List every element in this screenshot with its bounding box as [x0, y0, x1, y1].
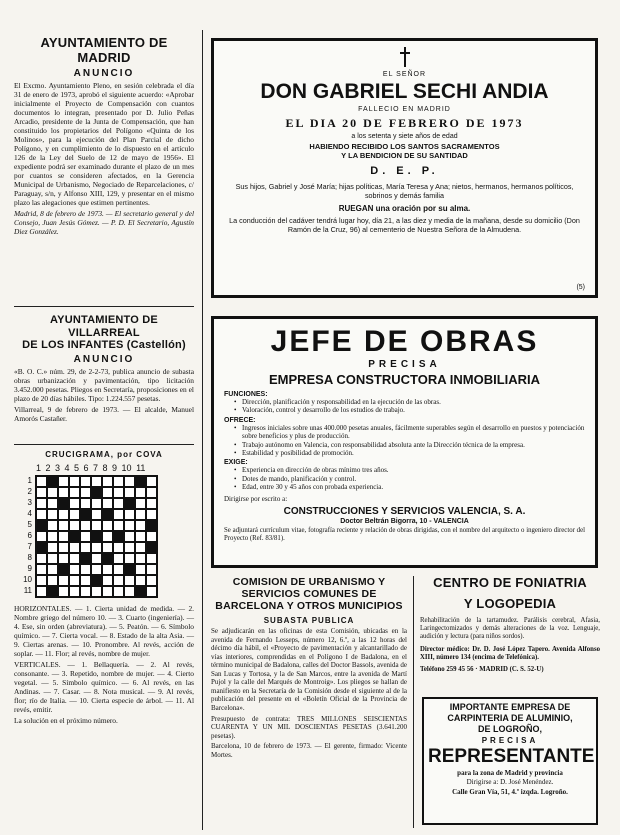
crossword-row-numbers [18, 475, 35, 598]
villarreal-subtitle: ANUNCIO [73, 353, 135, 365]
crossword-cell[interactable] [135, 520, 146, 531]
column-divider [413, 576, 414, 828]
carpinteria-address: Calle Gran Vía, 51, 4.º izqda. Logroño. [452, 788, 568, 797]
obit-age: a los setenta y siete años de edad [351, 133, 458, 140]
crossword-cell[interactable] [135, 575, 146, 586]
villarreal-signature: Villarreal, 9 de febrero de 1973. — El alcalde, Manuel Amorós Castañer. [14, 405, 194, 424]
crossword-cell [135, 476, 146, 487]
jefe-funciones-label: FUNCIONES: [224, 391, 268, 398]
crossword-cell[interactable] [69, 586, 80, 597]
crossword-cell [102, 553, 113, 564]
list-item: • Experiencia en dirección de obras mínimo tres años. [242, 466, 585, 474]
obit-rip: D. E. P. [370, 165, 439, 177]
crossword-cell [80, 553, 91, 564]
crossword-cell[interactable] [80, 531, 91, 542]
crossword-cell[interactable] [113, 553, 124, 564]
crossword-cell[interactable] [47, 531, 58, 542]
list-item: • Ingresos iniciales sobre unas 400.000 pesetas anuales, fácilmente superables según el desarrollo en puestos y potenciación sobre beneficios y plus de producción. [242, 424, 585, 441]
obit-sacraments-2: Y LA BENDICION DE SU SANTIDAD [341, 151, 468, 160]
crossword-cell[interactable] [36, 498, 47, 509]
crossword-cell[interactable] [102, 586, 113, 597]
crossword-cell[interactable] [91, 564, 102, 575]
crossword-cell[interactable] [146, 553, 157, 564]
obit-date: EL DIA 20 DE FEBRERO DE 1973 [285, 116, 524, 130]
crossword-cell[interactable] [135, 542, 146, 553]
crossword-col-numbers: 1 2 3 4 5 6 7 8 9 10 11 [36, 463, 146, 473]
column-divider [202, 30, 203, 830]
villarreal-body: «B. O. C.» núm. 29, de 2-2-73, publica anuncio de subasta obras urbanización y pavimentación, tipo licitación 3.452.000 pesetas. Pliegos en Secretaría, proposiciones en el plazo de 20 días hábiles. Tipo: 1.224.557 pesetas. [14, 366, 194, 404]
carpinteria-precisa: PRECISA [481, 736, 539, 746]
crossword-cell[interactable] [47, 509, 58, 520]
crossword-cell [80, 509, 91, 520]
jefe-dirigirse: Dirigirse por escrito a: [224, 494, 288, 503]
crossword-cell[interactable] [80, 520, 91, 531]
crossword-cell [36, 520, 47, 531]
crossword-cell[interactable] [135, 487, 146, 498]
crossword-cell[interactable] [36, 476, 47, 487]
crossword-cell[interactable] [102, 531, 113, 542]
crossword-cell[interactable] [124, 509, 135, 520]
crossword-cell[interactable] [146, 476, 157, 487]
jefe-firm: CONSTRUCCIONES Y SERVICIOS VALENCIA, S. A. [283, 505, 526, 517]
crossword-cell[interactable] [135, 498, 146, 509]
jefe-address: Doctor Beltrán Bigorra, 10 - VALENCIA [340, 517, 469, 525]
crossword-cell [91, 575, 102, 586]
crossword-cell[interactable] [135, 531, 146, 542]
crossword-cell[interactable] [36, 564, 47, 575]
crossword-cell[interactable] [69, 476, 80, 487]
carpinteria-ad [422, 697, 598, 825]
list-item: • Dirección, planificación y responsabilidad en la ejecución de las obras. [242, 398, 585, 406]
crossword-cell [58, 498, 69, 509]
crossword-cell[interactable] [102, 498, 113, 509]
crossword-cell[interactable] [91, 509, 102, 520]
list-item: • Edad, entre 30 y 45 años con probada experiencia. [242, 483, 585, 491]
obit-name: DON GABRIEL SECHI ANDIA [260, 80, 549, 103]
foniatria-director: Director médico: Dr. D. José López Tapero. Avenida Alfonso XIII, número 134 (encima de Telefónica). [420, 645, 600, 661]
obit-conduction: La conducción del cadáver tendrá lugar hoy, día 21, a las diez y media de la mañana, desde su domicilio (Don Ramón de la Cruz, 96) al cementerio de Nuestra Señora de la Almudena. [229, 215, 580, 235]
comision-body: Se adjudicarán en las oficinas de esta Comisión, ubicadas en la avenida de Fernando Lesseps, número 12, 6.º, a las 12 horas del décimo día hábil, el «Proyecto de pavimentación y alcantarillado de vías interiores, comprendidas en el Polígono I de Badalona, en el término municipal de Badalona, calles del Doctor Bassols, avenida de San Lucas y Tortosa, y la de San Marcos, entre la avenida de Martí Pujol y la calle del Marqués de Montroig». Los pliegos se hallan de manifiesto en la Secretaría de la Comisión desde el siguiente al de la publicación del presente en el «Boletín Oficial de la Provincia de Barcelona». [211, 627, 407, 712]
crossword-row-number: 2 [27, 487, 32, 496]
crossword-solution-note: La solución en el próximo número. [14, 716, 118, 726]
divider [14, 444, 194, 445]
crossword-cell [69, 531, 80, 542]
crossword-cell[interactable] [69, 542, 80, 553]
jefe-funciones-list [224, 398, 585, 415]
crossword-row-number: 10 [23, 575, 32, 584]
crossword-cell[interactable] [58, 575, 69, 586]
crossword-cell [58, 564, 69, 575]
crossword-cell[interactable] [80, 487, 91, 498]
crossword-cell[interactable] [102, 542, 113, 553]
obit-family: Sus hijos, Gabriel y José María; hijas políticas, María Teresa y Ana; nietos, hermanos, hermanos políticos, sobrinos y demás familia [235, 182, 574, 201]
obit-sacraments-1: HABIENDO RECIBIDO LOS SANTOS SACRAMENTOS [309, 142, 500, 151]
list-item: • Valoración, control y desarrollo de los estudios de trabajo. [242, 406, 585, 414]
crossword-cell[interactable] [47, 520, 58, 531]
crossword-row-number: 9 [27, 564, 32, 573]
crossword-cell[interactable] [124, 586, 135, 597]
crossword-cell[interactable] [91, 542, 102, 553]
crossword-cell[interactable] [58, 520, 69, 531]
foniatria-title-2: Y LOGOPEDIA [463, 595, 557, 611]
comision-signature: Barcelona, 10 de febrero de 1973. — El gerente, firmado: Vicente Mortes. [211, 742, 407, 759]
crossword-cell[interactable] [69, 520, 80, 531]
crossword-row-number: 1 [27, 476, 32, 485]
crossword-cell[interactable] [58, 553, 69, 564]
madrid-notice [14, 36, 194, 236]
comision-subtitle: SUBASTA PUBLICA [263, 616, 355, 626]
crossword-row-number: 3 [27, 498, 32, 507]
jefe-exige-list [224, 466, 585, 491]
comision-budget: Presupuesto de contrata: TRES MILLONES SEISCIENTAS CUARENTA Y UN MIL DOSCIENTAS PESETAS (3.641.200 pesetas). [211, 714, 407, 740]
crossword-cell[interactable] [113, 575, 124, 586]
crossword-cell [102, 509, 113, 520]
crossword-cell[interactable] [146, 509, 157, 520]
crossword-row-number: 6 [27, 531, 32, 540]
crossword-horizontales: HORIZONTALES. — 1. Cierta unidad de medida. — 2. Nombre griego del número 10. — 3. Cuarto (ingeniería). — 4. Ese, sin orden (abreviatura). — 5. Peatón. — 6. Símbolo químico. — 7. Cierta vocal. — 8. Estado de la alta Asia. — 9. Ciertas arenas. — 10. Pronombre. Al revés, acción de soplar. — 11. Flor; al revés, nombre de mujer. [14, 604, 194, 659]
crossword-cell[interactable] [102, 564, 113, 575]
crossword-cell[interactable] [146, 575, 157, 586]
crossword-cell[interactable] [113, 542, 124, 553]
foniatria-ad [420, 576, 600, 675]
jefe-company: EMPRESA CONSTRUCTORA INMOBILIARIA [268, 372, 541, 387]
jefe-note: Se adjuntará currículum vitae, fotografía reciente y relación de obras dirigidas, con el nombre del arquitecto o ingeniero director del Proyecto (Ref. 83/81). [224, 526, 585, 542]
obit-label: EL SEÑOR [382, 71, 427, 78]
crossword-cell[interactable] [146, 586, 157, 597]
crossword-cell[interactable] [146, 498, 157, 509]
jefe-precisa: PRECISA [368, 359, 441, 370]
crossword-cell[interactable] [113, 586, 124, 597]
crossword-cell[interactable] [58, 586, 69, 597]
crossword-cell[interactable] [69, 487, 80, 498]
crossword-title: CRUCIGRAMA, por COVA [45, 450, 163, 459]
crossword-cell[interactable] [58, 476, 69, 487]
crossword-cell[interactable] [135, 553, 146, 564]
crossword-cell[interactable] [113, 520, 124, 531]
carpinteria-line-2: CARPINTERIA DE ALUMINIO, [447, 712, 573, 723]
crossword-cell[interactable] [58, 531, 69, 542]
crossword-cell[interactable] [113, 564, 124, 575]
crossword-cell[interactable] [124, 542, 135, 553]
obit-prayer: RUEGAN una oración por su alma. [338, 203, 471, 213]
crossword-cell[interactable] [80, 542, 91, 553]
crossword-cell[interactable] [91, 586, 102, 597]
crossword-grid[interactable] [35, 475, 158, 598]
carpinteria-big: REPRESENTANTE [428, 746, 595, 768]
crossword-cell[interactable] [113, 476, 124, 487]
crossword-row-number: 11 [23, 586, 32, 595]
crossword-cell [146, 520, 157, 531]
crossword-row-number: 4 [27, 509, 32, 518]
crossword-cell[interactable] [36, 531, 47, 542]
crossword-verticales: VERTICALES. — 1. Bellaquería. — 2. Al revés, consonante. — 3. Repetido, nombre de mujer. — 4. Cierto vegetal. — 5. Símbolo químico. — 6. Al revés, en las Andinas. — 7. Casar. — 8. Nota musical. — 9. Al revés, flor; río de Italia. — 10. Cierta especie de árbol. — 11. Al revés, emitir. [14, 660, 194, 715]
madrid-body: El Excmo. Ayuntamiento Pleno, en sesión celebrada el día 31 de enero de 1973, aprobó el siguiente acuerdo: «Aprobar inicialmente el Proyecto de Compensación con cuantos documentos lo integran, presentado por D. Julio Peñas Arcadio, presidente de la Junta de Compensación, que han constituido los propietarios del Polígono «Quinta de los Molinos», para la ejecución del Plan Parcial de dicho Polígono, y en cumplimiento de lo dispuesto en el artículo 126 de la Ley del Suelo de 12 de mayo de 1956». El expediente podrá ser examinado durante el plazo de un mes por cuantos se consideren afectados, en la Gerencia Municipal de Urbanismo, Negociado de Reparcelaciones, c/ Paraguay, s/n, y Alfonso XIII, 129, y presentar en el mismo plazo las alegaciones que estimen pertinentes. [14, 80, 194, 208]
crossword-cell[interactable] [91, 553, 102, 564]
crossword-cell[interactable] [47, 542, 58, 553]
crossword-cell[interactable] [80, 476, 91, 487]
crossword-cell[interactable] [36, 509, 47, 520]
crossword-row-number: 5 [27, 520, 32, 529]
carpinteria-zone: para la zona de Madrid y provincia [457, 769, 563, 778]
crossword-cell[interactable] [69, 575, 80, 586]
list-item: • Dotes de mando, planificación y control. [242, 475, 585, 483]
crossword-cell[interactable] [113, 487, 124, 498]
crossword-cell[interactable] [36, 487, 47, 498]
crossword-row-number: 8 [27, 553, 32, 562]
crossword-cell[interactable] [69, 564, 80, 575]
obituary [211, 38, 598, 298]
foniatria-body: Rehabilitación de la tartamudez. Parálisis cerebral, Afasia, Laringectomizados y demás alteraciones de la voz. Lenguaje, audición y lectura (para niños sordos). [420, 616, 600, 641]
crossword-cell [91, 487, 102, 498]
crossword-cell[interactable] [102, 575, 113, 586]
list-item: • Trabajo autónomo en Valencia, con responsabilidad absoluta ante la Dirección técnica de la empresa. [242, 441, 585, 449]
crossword-cell[interactable] [113, 498, 124, 509]
foniatria-title-1: CENTRO DE FONIATRIA [433, 575, 587, 590]
crossword-cell [91, 531, 102, 542]
crossword-cell[interactable] [91, 498, 102, 509]
madrid-signature: Madrid, 8 de febrero de 1973. — El secretario general y del Consejo, Juan Jesús Gómez. — P. D. El Secretario, Agustín Diez González. [14, 209, 194, 237]
crossword-cell[interactable] [102, 476, 113, 487]
cross-icon [400, 47, 410, 67]
crossword-cell[interactable] [36, 553, 47, 564]
jefe-ofrece-label: OFRECE: [224, 416, 256, 424]
crossword-cell[interactable] [91, 520, 102, 531]
villarreal-title-2: DE LOS INFANTES (Castellón) [22, 339, 186, 352]
crossword-cell[interactable] [58, 542, 69, 553]
obit-ref: (5) [576, 284, 585, 291]
crossword-cell [146, 542, 157, 553]
crossword [14, 450, 194, 725]
crossword-cell[interactable] [69, 553, 80, 564]
crossword-cell [36, 542, 47, 553]
villarreal-notice [14, 314, 194, 423]
crossword-cell[interactable] [135, 564, 146, 575]
villarreal-title-1: AYUNTAMIENTO DE VILLARREAL [50, 314, 158, 339]
crossword-cell[interactable] [47, 498, 58, 509]
crossword-cell[interactable] [124, 575, 135, 586]
crossword-cell[interactable] [146, 564, 157, 575]
crossword-cell[interactable] [36, 586, 47, 597]
crossword-cell[interactable] [80, 575, 91, 586]
crossword-row-number: 7 [27, 542, 32, 551]
obit-died: FALLECIO EN MADRID [358, 106, 451, 113]
crossword-cell[interactable] [146, 531, 157, 542]
crossword-cell[interactable] [80, 564, 91, 575]
crossword-cell[interactable] [113, 509, 124, 520]
crossword-cell[interactable] [47, 553, 58, 564]
comision-notice [211, 576, 407, 759]
list-item: • Estabilidad y posibilidad de promoción. [242, 449, 585, 457]
crossword-cell[interactable] [58, 487, 69, 498]
crossword-cell[interactable] [58, 509, 69, 520]
jefe-obras-ad [211, 316, 598, 568]
crossword-cell[interactable] [102, 520, 113, 531]
crossword-cell [135, 586, 146, 597]
carpinteria-line-3: DE LOGROÑO, [477, 723, 542, 734]
comision-title: COMISION DE URBANISMO Y SERVICIOS COMUNES DE BARCELONA Y OTROS MUNICIPIOS [215, 576, 403, 613]
crossword-cell[interactable] [47, 564, 58, 575]
crossword-cell[interactable] [36, 575, 47, 586]
crossword-cell[interactable] [80, 586, 91, 597]
crossword-cell[interactable] [102, 487, 113, 498]
crossword-cell [124, 498, 135, 509]
crossword-cell[interactable] [69, 509, 80, 520]
carpinteria-dirigirse: Dirigirse a: D. José Menéndez. [466, 778, 554, 787]
crossword-cell[interactable] [47, 487, 58, 498]
crossword-cell [47, 476, 58, 487]
crossword-cell[interactable] [124, 531, 135, 542]
madrid-title: AYUNTAMIENTO DE MADRID [40, 35, 168, 65]
crossword-cell[interactable] [124, 520, 135, 531]
foniatria-phone: Teléfono 259 45 56 · MADRID (C. S. 52-U) [420, 666, 544, 674]
crossword-cell[interactable] [80, 498, 91, 509]
jefe-title: JEFE DE OBRAS [270, 325, 539, 358]
crossword-cell [124, 564, 135, 575]
crossword-cell[interactable] [135, 509, 146, 520]
crossword-cell [113, 531, 124, 542]
crossword-cell[interactable] [124, 487, 135, 498]
crossword-cell[interactable] [69, 498, 80, 509]
madrid-subtitle: ANUNCIO [73, 67, 135, 79]
crossword-cell[interactable] [91, 476, 102, 487]
crossword-cell[interactable] [146, 487, 157, 498]
jefe-exige-label: EXIGE: [224, 459, 248, 467]
crossword-cell[interactable] [124, 553, 135, 564]
crossword-cell[interactable] [124, 476, 135, 487]
crossword-cell [47, 586, 58, 597]
jefe-ofrece-list [224, 424, 585, 458]
divider [14, 306, 194, 307]
carpinteria-line-1: IMPORTANTE EMPRESA DE [449, 702, 571, 712]
crossword-cell[interactable] [47, 575, 58, 586]
